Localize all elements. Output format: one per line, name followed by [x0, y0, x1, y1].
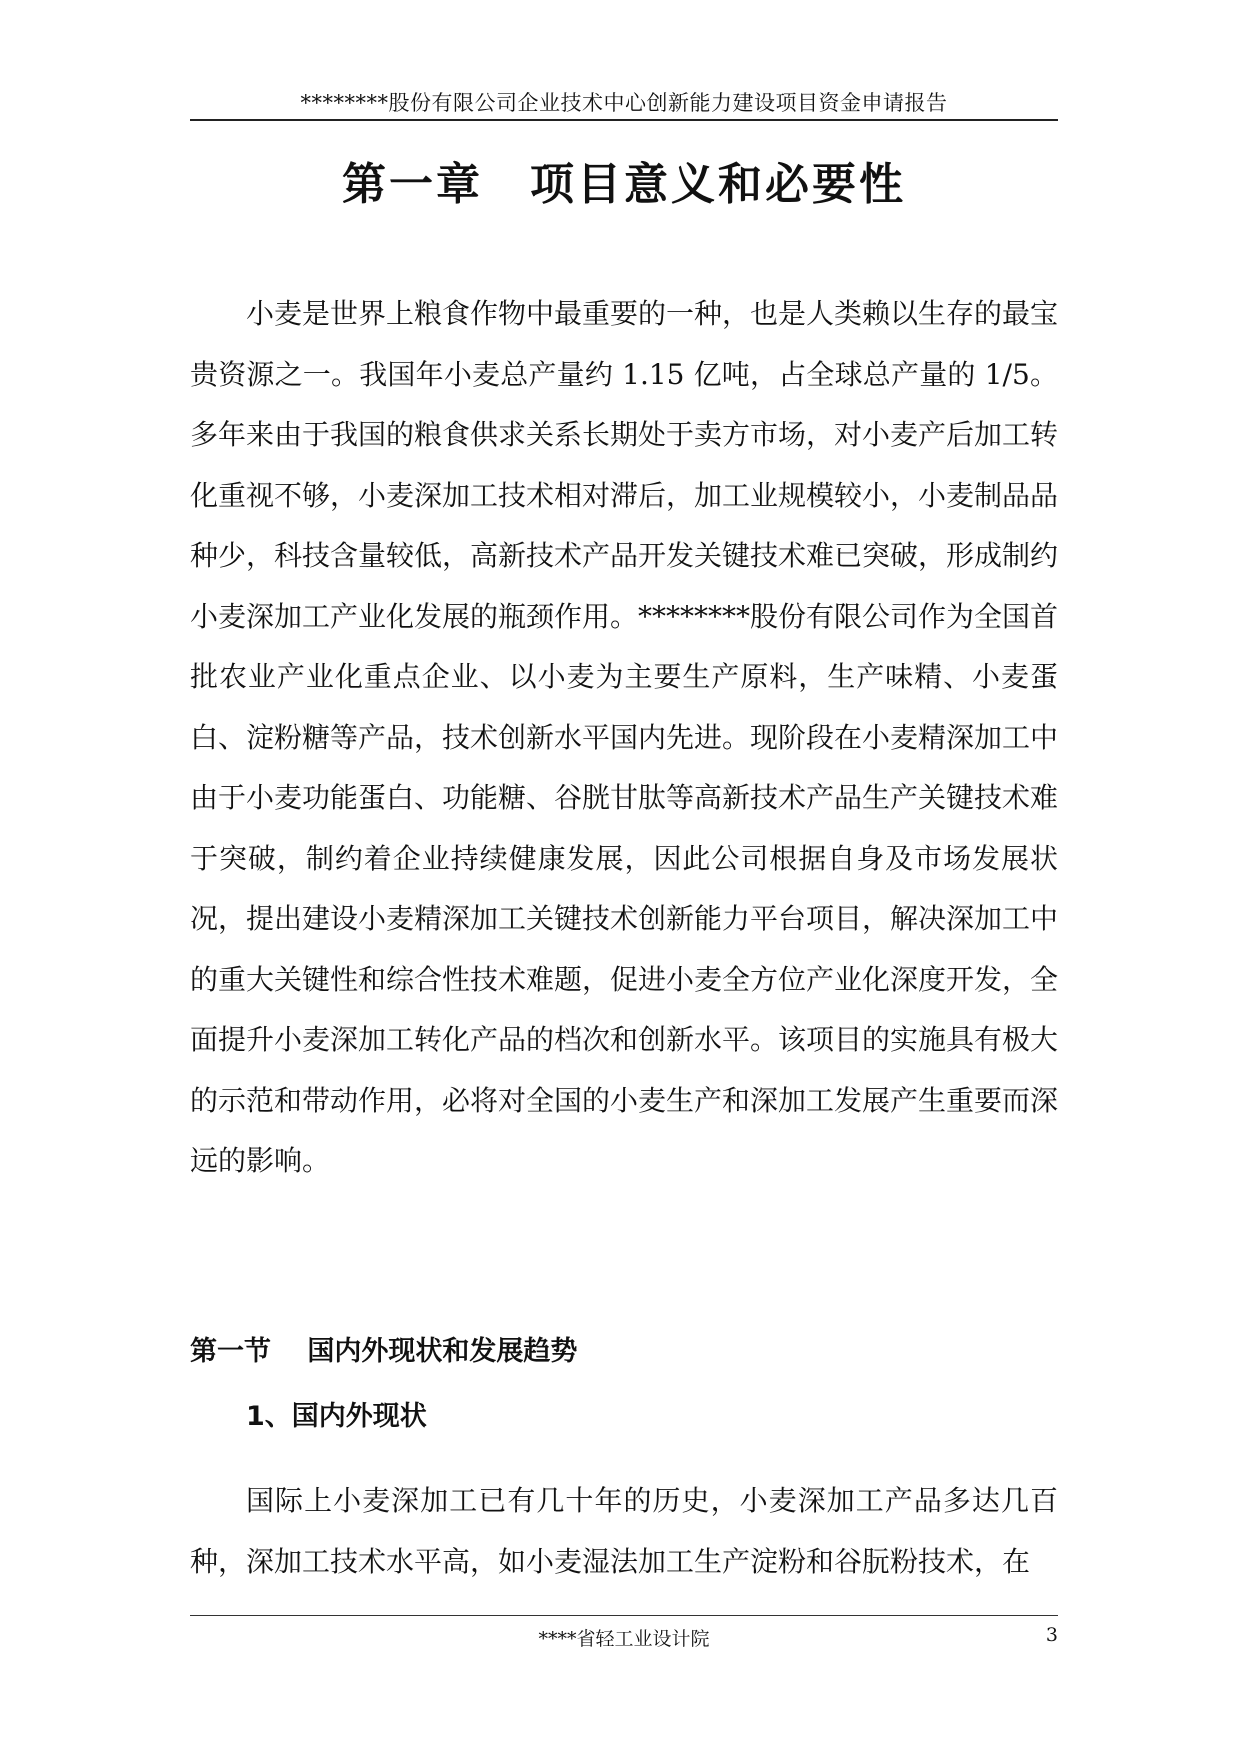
page-footer: ****省轻工业设计院 [538, 1628, 710, 1650]
body-paragraph: 国际上小麦深加工已有几十年的历史，小麦深加工产品多达几百种，深加工技术水平高，如小麦湿法加工生产淀粉和谷朊粉技术，在 [190, 1484, 1058, 1578]
page-header: ********股份有限公司企业技术中心创新能力建设项目资金申请报告 [300, 91, 948, 115]
chapter-title: 第一章 项目意义和必要性 [342, 159, 906, 210]
page-number: 3 [1045, 1624, 1058, 1646]
section-title: 第一节 国内外现状和发展趋势 [190, 1336, 578, 1367]
subsection-title: 1、国内外现状 [246, 1401, 427, 1432]
body-paragraph: 小麦是世界上粮食作物中最重要的一种，也是人类赖以生存的最宝贵资源之一。我国年小麦总产量约 1.15 亿吨，占全球总产量的 1/5。多年来由于我国的粮食供求关系长期处于卖方市场，对小麦产后加工转化重视不够，小麦深加工技术相对滞后，加工业规模较小，小麦制品品种少，科技含量较低，高新技术产品开发关键技术难已突破，形成制约小麦深加工产业化发展的瓶颈作用。********股份有限公司作为全国首批农业产业化重点企业、以小麦为主要生产原料，生产味精、小麦蛋白、淀粉糖等产品，技术创新水平国内先进。现阶段在小麦精深加工中由于小麦功能蛋白、功能糖、谷胱甘肽等高新技术产品生产关键技术难于突破，制约着企业持续健康发展，因此公司根据自身及市场发展状况，提出建设小麦精深加工关键技术创新能力平台项目，解决深加工中的重大关键性和综合性技术难题，促进小麦全方位产业化深度开发，全面提升小麦深加工转化产品的档次和创新水平。该项目的实施具有极大的示范和带动作用，必将对全国的小麦生产和深加工发展产生重要而深远的影响。 [190, 297, 1059, 1177]
footer-divider [190, 1615, 1058, 1616]
header-divider [190, 119, 1058, 121]
